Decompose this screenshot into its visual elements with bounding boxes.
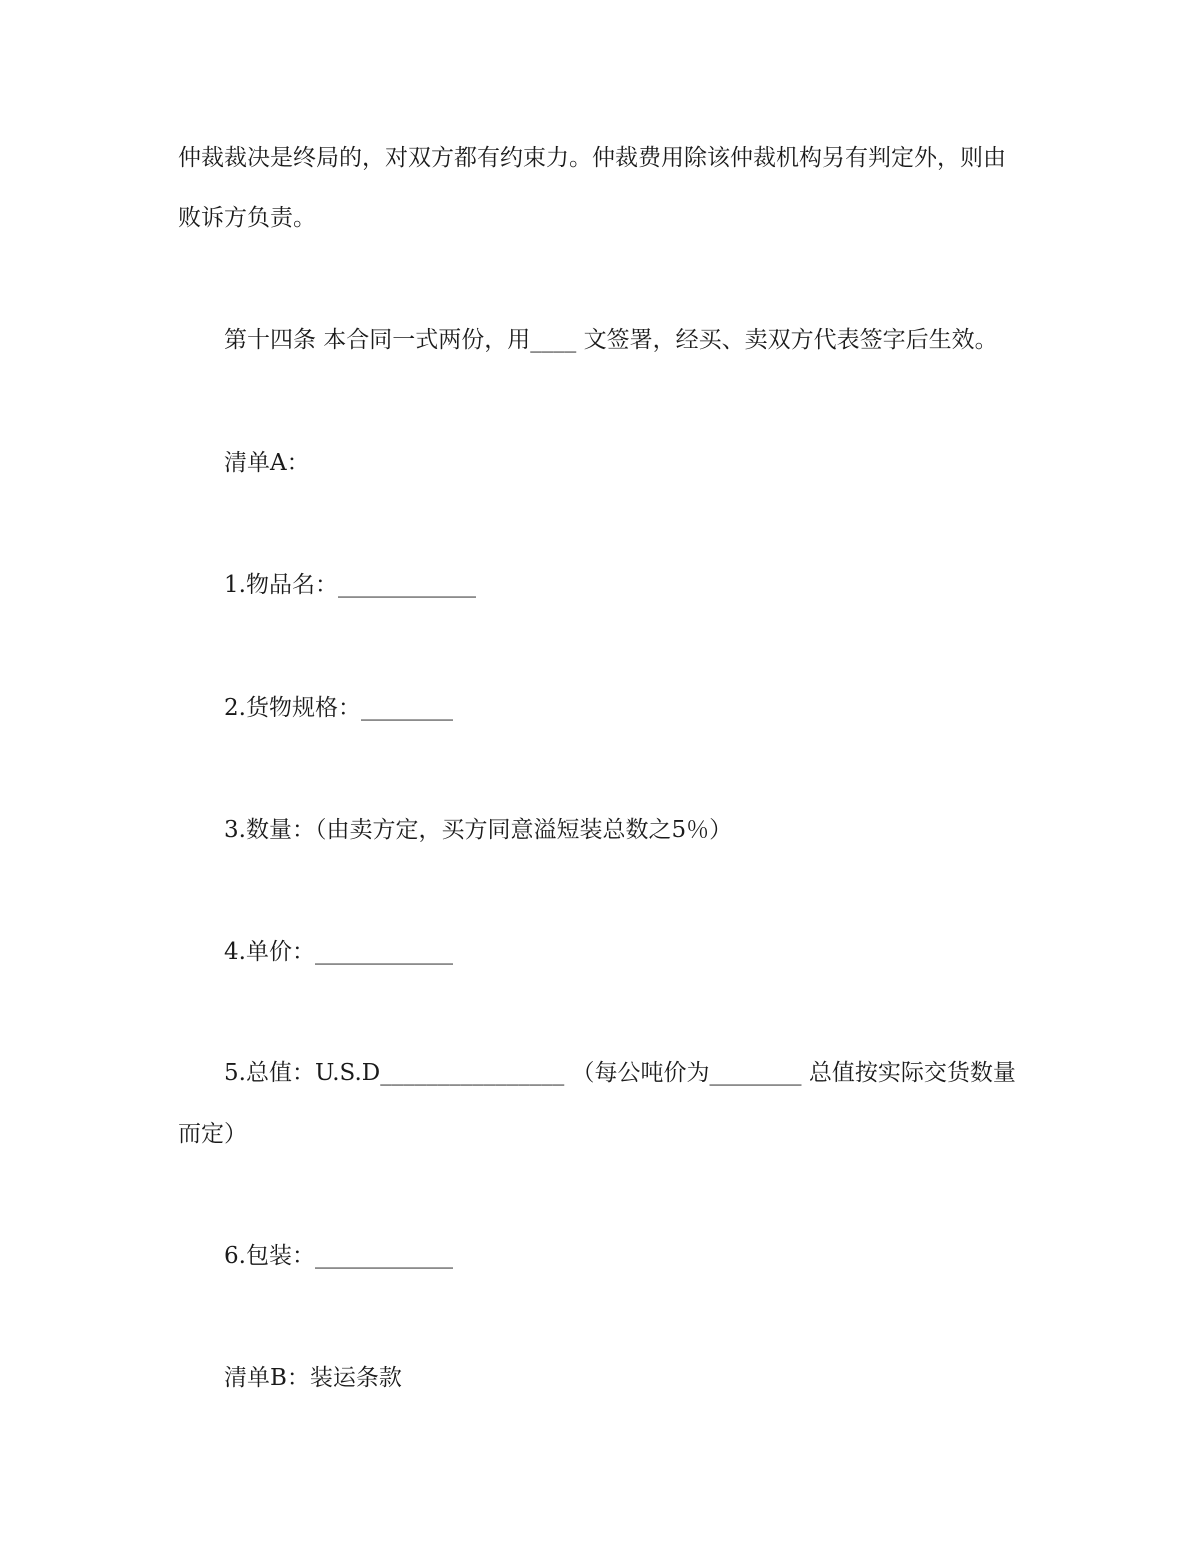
article-14-text: 第十四条 本合同一式两份，用____ 文签署，经买、卖双方代表签字后生效。 <box>224 327 998 353</box>
arbitration-text-line-1: 仲裁裁决是终局的，对双方都有约束力。仲裁费用除该仲裁机构另有判定外，则由 <box>178 145 1006 171</box>
item-unit-price: 4.单价：____________ <box>224 939 453 965</box>
item-goods-spec: 2.货物规格：________ <box>224 695 453 721</box>
arbitration-text-line-2: 败诉方负责。 <box>178 205 316 231</box>
list-a-heading: 清单A： <box>224 450 310 476</box>
list-b-heading: 清单B：装运条款 <box>224 1365 402 1391</box>
item-total-value-line-2: 而定） <box>178 1121 247 1147</box>
item-goods-name: 1.物品名：____________ <box>224 572 476 598</box>
item-packing: 6.包装：____________ <box>224 1243 453 1269</box>
item-total-value-line-1: 5.总值：U.S.D________________ （每公吨价为________ 总值按实际交货数量 <box>224 1060 1016 1086</box>
item-quantity: 3.数量：（由卖方定，买方同意溢短装总数之5％） <box>224 817 733 843</box>
